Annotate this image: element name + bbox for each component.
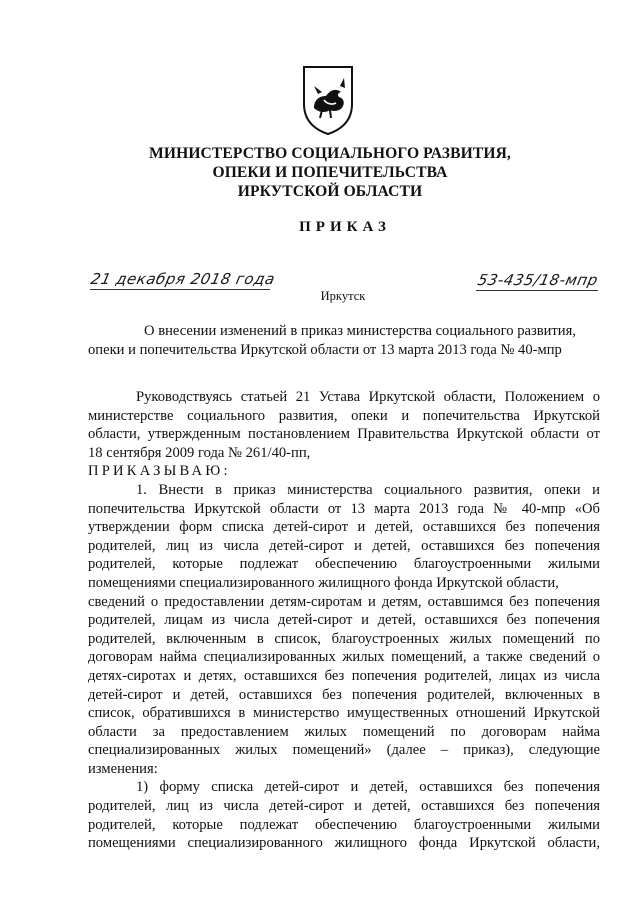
orders-word: ПРИКАЗЫВАЮ: <box>88 463 231 480</box>
ministry-title-line: ИРКУТСКОЙ ОБЛАСТИ <box>237 183 423 200</box>
item1-line: сведений о предоставлении детям-сиротам и детям, оставшимся без попечения <box>88 593 600 610</box>
preamble-line: области, утвержденным постановлением Правительства Иркутской области от <box>88 426 600 443</box>
item1-line: попечительства Иркутской области от 13 марта 2013 года № 40-мпр «Об <box>88 500 600 517</box>
ministry-title <box>0 144 640 201</box>
preamble-line: 18 сентября 2009 года № 261/40-пп, <box>88 444 311 461</box>
subject-line: опеки и попечительства Иркутской области от 13 марта 2013 года № 40-мпр <box>88 342 562 358</box>
item1-line: утверждении форм списка детей-сирот и детей, оставшихся без попечения <box>88 519 600 536</box>
preamble-line: министерстве социального развития, опеки и попечительства Иркутской <box>88 407 600 424</box>
item1-line: детях-сиротах и детях, оставшихся без попечения родителей, лицах из числа <box>88 667 600 684</box>
item1-line: список, обратившихся в министерство имущественных отношений Иркутской <box>88 705 600 722</box>
item1-line: изменения: <box>88 760 158 777</box>
item1-line: помещениями специализированного жилищного фонда Иркутской области, <box>88 574 559 591</box>
order-subject <box>88 322 608 360</box>
order-body <box>88 388 600 853</box>
city-label: Иркутск <box>320 289 366 303</box>
item1-line: родителей, которые подлежат обеспечению благоустроенными жилыми <box>88 556 600 573</box>
ministry-title-line: ОПЕКИ И ПОПЕЧИТЕЛЬСТВА <box>212 164 448 181</box>
item1-line: детей-сирот и детей, оставшихся без попечения родителей, включенных в <box>88 686 600 703</box>
handwritten-number: 53-435/18-мпр <box>476 271 600 289</box>
item1-line: родителей, лицам из числа детей-сирот и детей, оставшихся без попечения <box>88 612 600 629</box>
item1-line: родителей, лиц из числа детей-сирот и детей, оставшихся без попечения <box>88 537 600 554</box>
document-type-title: ПРИКАЗ <box>299 219 391 235</box>
subitem1-line: родителей, лиц из числа детей-сирот и детей, оставшихся без попечения <box>88 798 600 815</box>
subject-line: О внесении изменений в приказ министерства социального развития, <box>144 323 576 339</box>
preamble-line: Руководствуясь статьей 21 Устава Иркутской области, Положением о <box>136 389 600 405</box>
subitem1-line: помещениями специализированного жилищного фонда Иркутской области, <box>88 835 600 852</box>
item1-line: родителей, включенным в список, благоустроенных жилых помещений по <box>88 630 600 647</box>
subitem1-line: родителей, которые подлежат обеспечению благоустроенными жилыми <box>88 816 600 833</box>
handwritten-date: 21 декабря 2018 года <box>89 270 277 288</box>
item1-line: договорам найма специализированных жилых помещений, а также сведений о <box>88 649 600 666</box>
item1-line: области за предоставлением жилых помещений по договорам найма <box>88 723 600 740</box>
item1-line: 1. Внести в приказ министерства социального развития, опеки и <box>136 481 600 498</box>
ministry-title-line: МИНИСТЕРСТВО СОЦИАЛЬНОГО РАЗВИТИЯ, <box>149 145 511 162</box>
item1-line: специализированных жилых помещений» (далее – приказ), следующие <box>88 742 600 759</box>
irkutsk-coat-of-arms-icon <box>300 64 356 136</box>
subitem1-line: 1) форму списка детей-сирот и детей, оставшихся без попечения <box>136 779 600 796</box>
